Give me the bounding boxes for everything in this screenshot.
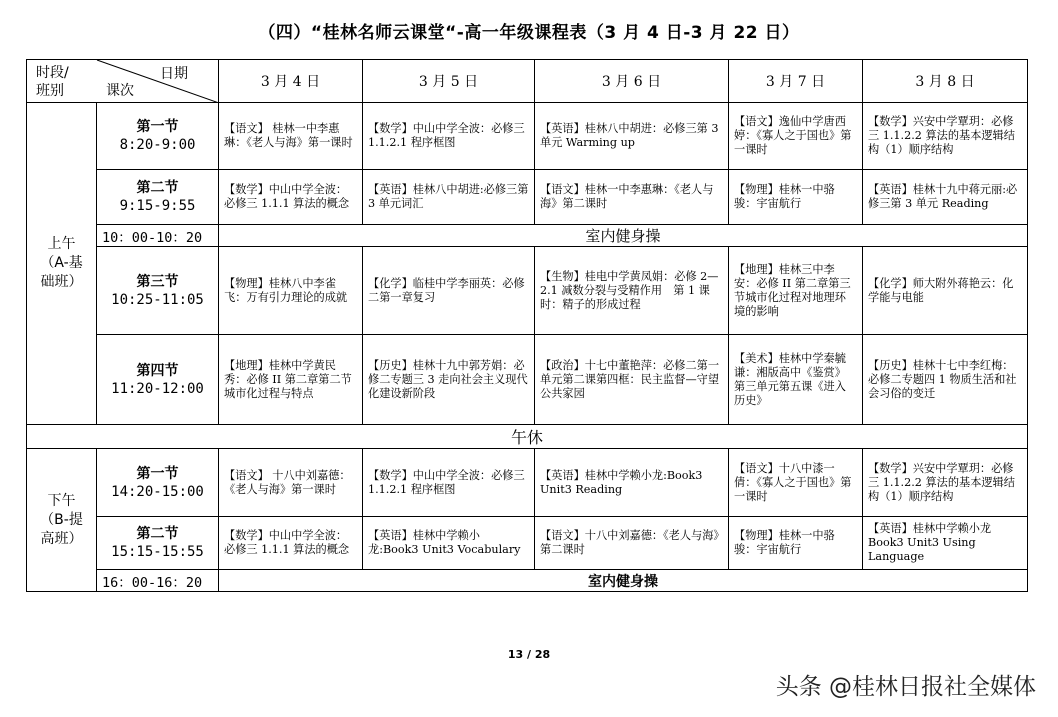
course-cell: 【数学】中山中学全波：必修三 1.1.2.1 程序框图: [363, 103, 535, 170]
period-name: 第二节: [136, 526, 179, 542]
course-cell: 【物理】桂林八中李雀飞：万有引力理论的成就: [219, 247, 363, 335]
course-cell: 【英语】桂林八中胡进：必修三第 3 单元 Warming up: [535, 103, 729, 170]
corner-lesson-label: 课次: [106, 83, 134, 99]
course-cell: 【地理】桂林三中李安：必修 II 第二章第三节城市化过程对地理环境的影响: [729, 247, 863, 335]
course-cell: 【数学】兴安中学覃玥：必修三 1.1.2.2 算法的基本逻辑结构（1）顺序结构: [863, 449, 1028, 517]
course-cell: 【数学】中山中学全波：必修三 1.1.1 算法的概念: [219, 517, 363, 570]
header-row: [27, 60, 1028, 103]
course-cell: 【英语】桂林中学赖小龙:Book3 Unit3 Reading: [535, 449, 729, 517]
course-cell: 【美术】桂林中学秦毓谦：湘版高中《鉴赏》第三单元第五课《进入历史》: [729, 335, 863, 425]
break-row: [27, 570, 1028, 592]
date-header: 3 月 6 日: [535, 60, 729, 103]
date-header: 3 月 5 日: [363, 60, 535, 103]
course-cell: 【化学】师大附外蒋艳云：化学能与电能: [863, 247, 1028, 335]
period-label: [97, 335, 219, 425]
session-line: 础班）: [40, 274, 83, 290]
course-cell: 【物理】桂林一中骆骏：宇宙航行: [729, 170, 863, 225]
course-cell: 【数学】中山中学全波：必修三 1.1.1 算法的概念: [219, 170, 363, 225]
period-name: 第一节: [136, 465, 179, 482]
period-time: 9:15-9:55: [119, 198, 196, 214]
table-row: [27, 517, 1028, 570]
session-line: 下午: [47, 492, 76, 509]
session-line: 上午: [47, 236, 76, 252]
page-number: 13 / 28: [507, 648, 551, 661]
course-cell: 【英语】桂林中学赖小龙:Book3 Unit3 Vocabulary: [363, 517, 535, 570]
course-cell: 【英语】桂林中学赖小龙 Book3 Unit3 Using Language: [863, 517, 1028, 570]
morning-session-label: [27, 103, 97, 425]
corner-period-label-2: 班别: [36, 83, 64, 99]
afternoon-session-label: [27, 449, 97, 592]
break-activity: 室内健身操: [219, 570, 1028, 592]
course-cell: 【政治】十七中董艳萍：必修二第一单元第二课第四框：民主监督—守望公共家园: [535, 335, 729, 425]
course-cell: 【历史】桂林十七中李红梅：必修二专题四 1 物质生活和社会习俗的变迁: [863, 335, 1028, 425]
break-row: [27, 225, 1028, 247]
course-cell: 【语文】十八中刘嘉德：《老人与海》第二课时: [535, 517, 729, 570]
table-row: [27, 449, 1028, 517]
schedule-table: [26, 59, 1028, 592]
session-line: 高班）: [40, 530, 83, 547]
course-cell: 【语文】 十八中刘嘉德：《老人与海》第一课时: [219, 449, 363, 517]
date-header: 3 月 7 日: [729, 60, 863, 103]
page-title: （四）“桂林名师云课堂“-高一年级课程表（3 月 4 日-3 月 22 日）: [258, 23, 800, 43]
period-time: 15:15-15:55: [111, 544, 204, 560]
lunch-row: [27, 425, 1028, 449]
course-cell: 【数学】中山中学全波：必修三 1.1.2.1 程序框图: [363, 449, 535, 517]
date-header: 3 月 8 日: [863, 60, 1028, 103]
corner-header-cell: [27, 60, 219, 103]
table-row: [27, 170, 1028, 225]
session-line: （A-基: [40, 255, 83, 271]
course-cell: 【地理】桂林中学黄民秀：必修 II 第二章第二节城市化过程与特点: [219, 335, 363, 425]
course-cell: 【历史】桂林十九中郭芳娟：必修二专题三 3 走向社会主义现代化建设新阶段: [363, 335, 535, 425]
period-time: 10:25-11:05: [111, 291, 204, 308]
date-header: 3 月 4 日: [219, 60, 363, 103]
course-cell: 【物理】桂林一中骆骏：宇宙航行: [729, 517, 863, 570]
table-row: [27, 103, 1028, 170]
period-time: 14:20-15:00: [111, 483, 204, 500]
course-cell: 【数学】兴安中学覃玥：必修三 1.1.2.2 算法的基本逻辑结构（1）顺序结构: [863, 103, 1028, 170]
course-cell: 【语文】逸仙中学唐西婷：《寡人之于国也》第一课时: [729, 103, 863, 170]
period-time: 11:20-12:00: [111, 380, 204, 397]
break-activity: 室内健身操: [219, 225, 1028, 247]
course-cell: 【语文】桂林一中李惠琳：《老人与海》第二课时: [535, 170, 729, 225]
corner-date-label: 日期: [160, 66, 188, 82]
watermark: 头条 @桂林日报社全媒体: [775, 674, 1036, 700]
period-time: 8:20-9:00: [119, 137, 196, 153]
table-row: [27, 247, 1028, 335]
course-cell: 【语文】 桂林一中李惠琳：《老人与海》第一课时: [219, 103, 363, 170]
period-label: [97, 103, 219, 170]
course-cell: 【语文】十八中漆一倩：《寡人之于国也》第一课时: [729, 449, 863, 517]
period-name: 第二节: [136, 180, 179, 196]
break-time: 10：00-10：20: [97, 225, 219, 247]
period-name: 第三节: [136, 273, 179, 290]
period-label: [97, 517, 219, 570]
course-cell: 【英语】桂林八中胡进:必修三第 3 单元词汇: [363, 170, 535, 225]
period-label: [97, 449, 219, 517]
course-cell: 【英语】桂林十九中蒋元丽:必修三第 3 单元 Reading: [863, 170, 1028, 225]
break-time: 16：00-16：20: [97, 570, 219, 592]
period-name: 第一节: [136, 119, 179, 135]
table-row: [27, 335, 1028, 425]
period-name: 第四节: [136, 362, 179, 379]
course-cell: 【生物】桂电中学黄凤娟：必修 2—2.1 减数分裂与受精作用 第 1 课时：精子的形成过程: [535, 247, 729, 335]
period-label: [97, 247, 219, 335]
corner-period-label-1: 时段/: [36, 65, 69, 81]
lunch-label: 午休: [27, 425, 1028, 449]
period-label: [97, 170, 219, 225]
session-line: （B-提: [40, 511, 83, 528]
course-cell: 【化学】临桂中学李丽英：必修二第一章复习: [363, 247, 535, 335]
